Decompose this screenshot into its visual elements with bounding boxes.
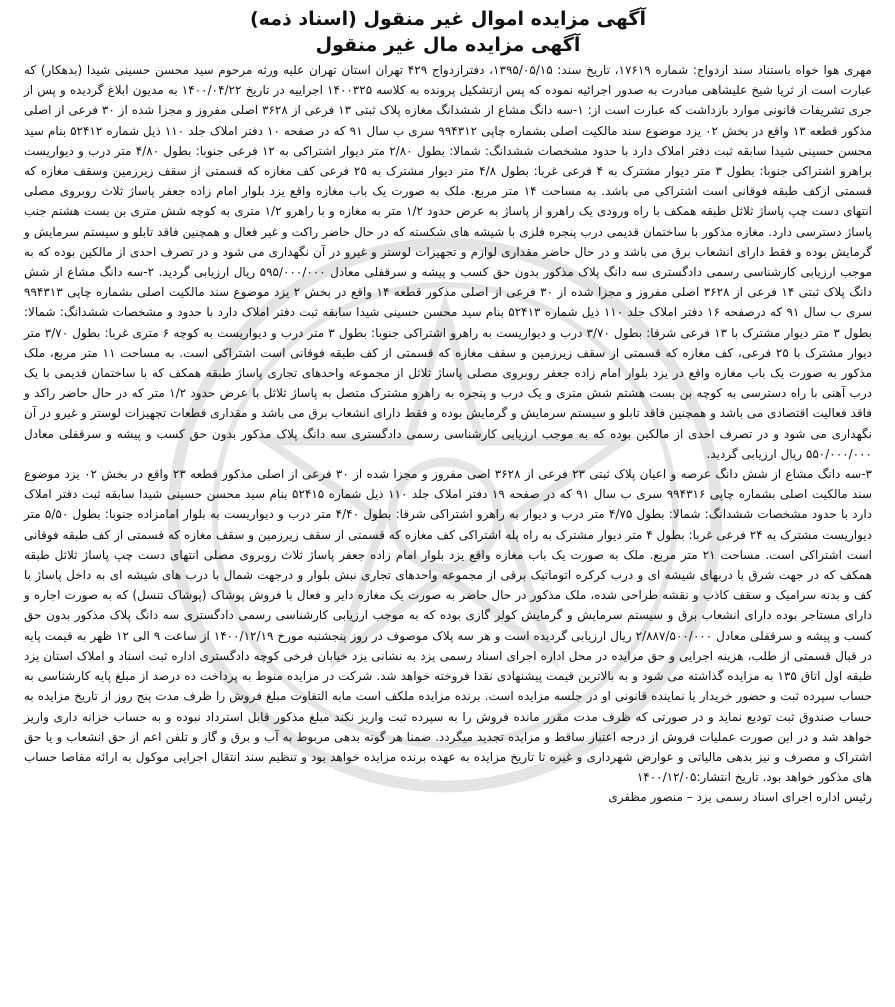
notice-subtitle: آگهی مزایده مال غیر منقول bbox=[315, 34, 581, 56]
notice-paragraph-2: ۳-سه دانگ مشاع از شش دانگ عرصه و اعیان پلاک ثبتی ۲۳ فرعی از ۳۶۲۸ اصی مفروز و مجزا شده از ۳۰ فرعی از اصلی مذکور قطعه ۲۳ واقع در بخش ۰۲ یزد موضوع سند مالکیت اصلی بشماره چاپی ۹۹۴۳۱۶ سری ب سال ۹۱ که در صفحه ۱۹ دفتر املاک جلد ۱۱۰ ذیل شماره ۵۲۴۱۵ بنام سید محسن حسینی شیدا سابقه ثبت دفتر املاک دارد با حدود مشخصات ششدانگ: شمالا: بطول ۴/۷۵ متر درب و دیوار به راهرو اشتراکی شرقا: بطول ۴/۴۰ متر درب و دیواریست به بلوار امامزاده جنوبا: بطول ۵/۵۰ متر دیواریست مشترک به ۲۴ فرعی غربا: بطول ۴ متر دیوار مشترک به راه پله اشتراکی کف مغازه که قسمتی از سقف زیرزمین و سقف مغازه که قسمتی از کف طبقه فوقانی است اشتراکی است. مساحت ۲۱ متر مربع. ملک به صورت یک باب مغازه واقع یزد بلوار امام زاده جعفر پاساژ ثلاث روبروی مصلی انتهای دست چپ پاساژ ثلاثل طبقه همکف که در جهت شرق با دربهای شیشه ای و درب کرکره اتوماتیک برقی از مجموعه واحدهای تجاری نبش بلوار و درجهت شمال با درب های شیشه ای به داخل پاساژ با کف و بدنه سرامیک و سقف کاذب و نقشه طراحی شده، ملک مذکور در حال حاضر به صورت یک مغازه دایر و فعال با فروش پوشاک (پوشاک تنسل) که به صورت اجاره و دارای مستاجر بوده دارای انشعاب برق و سیستم سرمایش و گرمایش کولر گازی بوده که به موجب ارزیابی کارشناسی رسمی دادگستری سه دانگ پلاک مذکور بدون حق کسب و پیشه و سرقفلی معادل ۲/۸۸۷/۵۰۰/۰۰۰ ریال ارزیابی گردیده است و هر سه پلاک موصوف در روز پنجشنبه مورخ ۱۴۰۰/۱۲/۱۹ از ساعت ۹ الی ۱۲ ظهر به قیمت پایه در قبال قسمتی از طلب، هزینه اجرایی و حق مزایده در محل اداره اجرای اسناد رسمی یزد به نشانی یزد خیابان فرخی کوچه دادگستری اداره ثبت اسناد و املاک استان یزد طبقه اول اتاق ۱۳۵ به مزایده گذاشته می شود و به بالاترین قیمت پیشنهادی نقدا فروخته خواهد شد. شرکت در مزایده منوط به پرداخت ده درصد از مبلغ پایه کارشناسی به حساب سپرده ثبت و حضور خریدار یا نماینده قانونی او در جلسه مزایده است. برنده مزایده ملکف است مابه التفاوت مبلغ فروش را ظرف مدت پنج روز از تاریخ مزایده به حساب صندوق ثبت تودیع نماید و در صورتی که ظرف مدت مقرر مانده فروش را به سپرده ثبت واریز نکند مبلغ مذکور قابل استرداد نبوده و به حساب خزانه داری واریز خواهد شد و در این صورت عملیات فروش از درجه اعتبار ساقط و مزایده تجدید میگردد. ضمنا هر گونه بدهی مربوط به آب و برق و گاز و تلفن اعم از حق انشعاب و یا حق اشتراک و مصرف و نیز بدهی مالیاتی و عوارض شهرداری و غیره تا تاریخ مزایده به عهده برنده مزایده خواهد بود و تنظیم سند انتقال اجرایی موکول به ارائه مفاصا حساب های مذکور خواهد بود. تاریخ انتشار:۱۴۰۰/۱۲/۰۵ bbox=[24, 467, 873, 785]
notice-paragraph-1: مهری هوا خواه باستناد سند ازدواج: شماره ۱۷۶۱۹، تاریخ سند: ۱۳۹۵/۰۵/۱۵، دفترازدواج ۴۲۹ تهران استان تهران علیه ورثه مرحوم سید محسن حسینی شیدا (بدهکار) که عبارت است از ثریا شیخ علیشاهی مبادرت به صدور اجرائیه نموده که پس ازتشکیل پرونده به کلاسه ۱۴۰۰۳۲۵ اجراییه در تاریخ ۱۴۰۰/۰۴/۲۲ به مدیون ابلاغ گردیده و پس از جری تشریفات قانونی موارد بازداشت که عبارت است از: ۱-سه دانگ مشاع از ششدانگ مغازه پلاک ثبتی ۱۳ فرعی از ۳۶۲۸ اصلی مفروز و مجزا شده از ۳۰ فرعی از اصلی مذکور قطعه ۱۳ واقع در بخش ۰۲ یزد موضوع سند مالکیت اصلی بشماره چاپی ۹۹۴۳۱۲ سری ب سال ۹۱ که در صفحه ۱۰ دفتر املاک جلد ۱۱۰ ذیل شماره ۵۲۴۱۲ بنام سید محسن حسینی شیدا سابقه ثبت دفتر املاک دارد با حدود مشخصات ششدانگ: شمالا: بطول ۲/۸۰ متر دیوار اشتراکی به ۱۲ فرعی جنوبا: بطول ۴/۸۰ متر درب و دیواریست براهرو اشتراکی جنوبا: بطول ۳ متر دیوار مشترک به ۴ فرعی غربا: بطول ۴/۸ متر دیوار مشترک به ۲۵ فرعی کف مغازه که قسمتی از سقف زیرزمین وسقف مغازه که قسمتی ازکف طبقه فوقانی است اشتراکی می باشد. به مساحت ۱۴ متر مربع. ملک به صورت یک باب مغازه واقع یزد بلوار امام زاده جعفر پاساژ ثلاث روبروی مصلی انتهای دست چپ پاساژ ثلاثل طبقه همکف با راه ورودی یک راهرو از پاساژ به عرض حدود ۱/۲ متر به مغازه و با راهرو ۱/۲ متری به کوچه شش متری بن بست هشتم جنب پاساژ دسترسی دارد. مغازه مذکور با ساختمان قدیمی درب پنجره فلزی با شیشه های شکسته که در حال حاضر راکت و غیر فعال و همچنین فاقد تابلو و سیستم سرمایش و گرمایش بوده و فقط دارای انشعاب برق می باشد و در حال حاضر مقداری لوازم و تجهیزات لوستر و غیرو در آن نگهداری می شود و در تصرف احدی از مالکین بوده که به موجب ارزیابی کارشناسی رسمی دادگستری سه دانگ پلاک مذکور بدون حق کسب و پیشه و سرقفلی معادل ۵۹۵/۰۰۰/۰۰۰ ریال ارزیابی گردید. ۲-سه دانگ مشاع از شش دانگ پلاک ثبتی ۱۴ فرعی از ۳۶۲۸ اصلی مفروز و مجزا شده از ۳۰ فرعی از اصلی مذکور قطعه ۱۴ واقع در بخش ۲ یزد موضوع سند مالکیت اصلی بشماره چاپی ۹۹۴۳۱۳ سری ب سال ۹۱ که درصفحه ۱۶ دفتر املاک جلد ۱۱۰ ذیل شماره ۵۲۴۱۳ بنام سید محسن حسینی شیدا سابقه ثبت دفتر املاک دارد با حدود و مشخصات ششدانگ: شمالا: بطول ۳ متر دیوار مشترک با ۱۳ فرعی شرقا: بطول ۳/۷۰ درب و دیواریست به راهرو اشتراکی جنوبا: بطول ۳ متر درب و دیواریست به کوچه ۶ متری غربا: بطول ۳/۷۰ متر دیوار مشترک با ۲۵ فرعی، کف مغازه که قسمتی از سقف زیرزمین و سقف مغازه که قسمتی از کف طبقه فوقانی است اشتراکی است. به مساحت ۱۱ متر مربع، ملک مذکور به صورت یک باب مغازه واقع در یزد بلوار امام زاده جعفر روبروی مصلی پاساژ ثلاثل از مجموعه واحدهای تجاری پاساژ طبقه همکف که با ساختمان قدیمی با یک درب آهنی با راه دسترسی به کوچه بن بست هشتم شش متری و یک درب و پنجره به راهرو مشترک متصل به پاساژ ثلاثل با عرض حدود ۱/۲ متر که در حال حاضر راکد و فاقد فعالیت اقتصادی می باشد و همچنین فاقد تابلو و سیستم سرمایش و گرمایش بوده و فقط دارای انشعاب برق می باشد و مقداری قطعات تجهیزات لوستر و غیرو در آن نگهداری می شود و در تصرف احدی از مالکین بوده که به موجب ارزیابی کارشناسی رسمی دادگستری سه دانگ پلاک مذکور بدون حق کسب و پیشه و سرقفلی معادل ۵۵۰/۰۰۰/۰۰۰ ریال ارزیابی گردید. bbox=[24, 63, 873, 461]
auction-notice bbox=[14, 4, 882, 854]
notice-signature: رئیس اداره اجرای اسناد رسمی یزد – منصور مظفری bbox=[608, 790, 872, 805]
notice-title: آگهی مزایده اموال غیر منقول (اسناد ذمه) bbox=[249, 8, 646, 30]
notice-footer bbox=[24, 787, 872, 807]
